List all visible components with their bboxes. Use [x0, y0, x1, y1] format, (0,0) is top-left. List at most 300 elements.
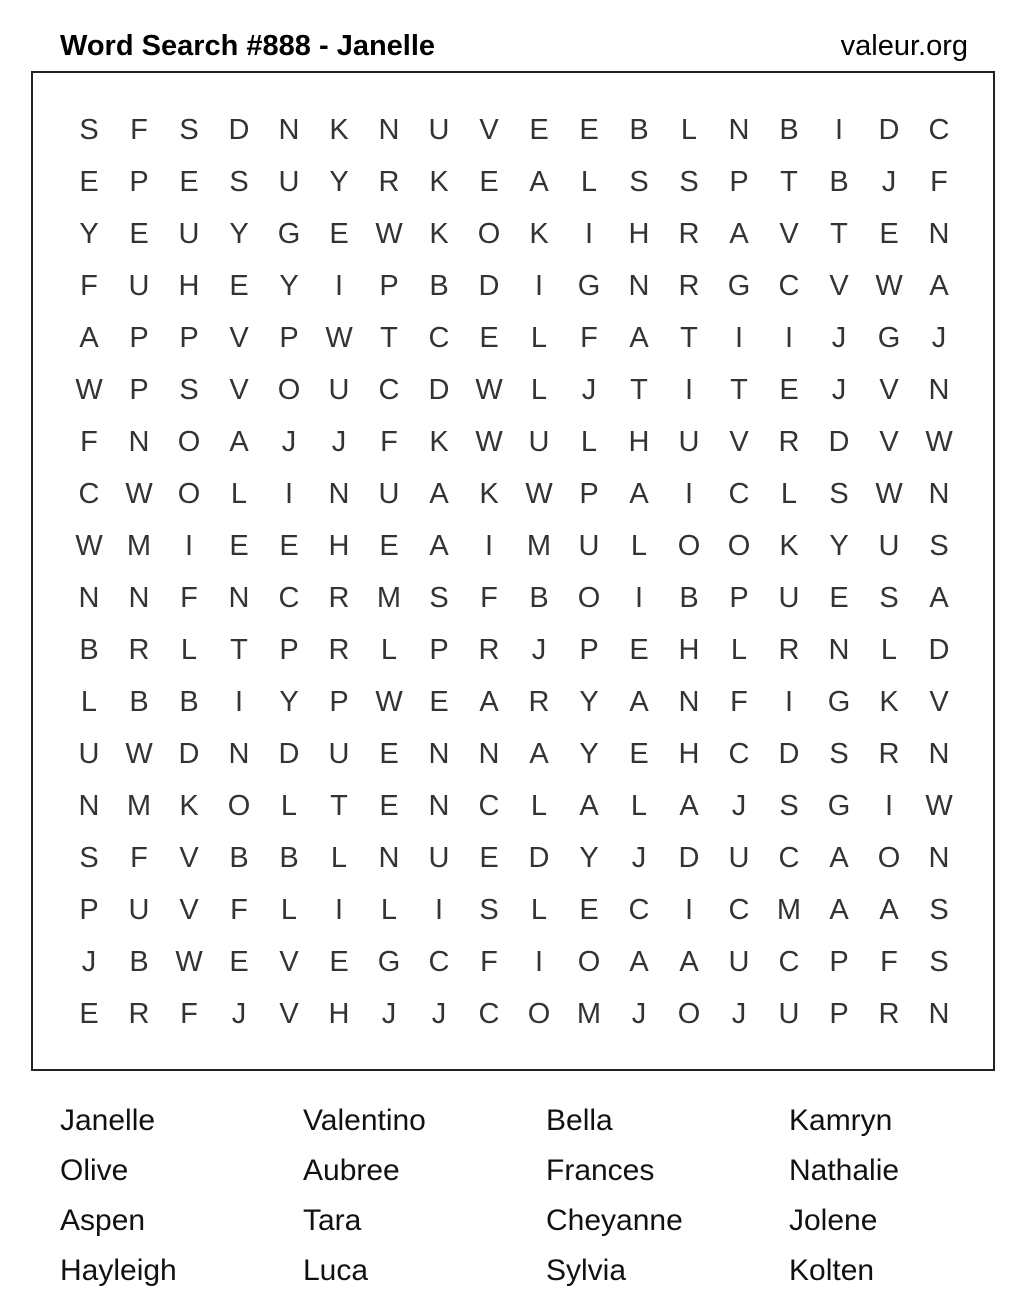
- grid-letter: A: [879, 893, 899, 926]
- grid-letter: J: [231, 997, 247, 1030]
- grid-letter: C: [478, 789, 500, 822]
- grid-letter: N: [378, 841, 400, 874]
- grid-letter: N: [828, 633, 850, 666]
- page-header: [60, 26, 968, 66]
- grid-letter: J: [831, 373, 847, 406]
- grid-letter: I: [334, 269, 344, 302]
- grid-letter: B: [429, 269, 449, 302]
- grid-letter: W: [175, 945, 203, 978]
- grid-letter: U: [328, 373, 350, 406]
- grid-letter: N: [78, 581, 100, 614]
- grid-letter: E: [579, 893, 599, 926]
- grid-letter: J: [381, 997, 397, 1030]
- grid-letter: J: [431, 997, 447, 1030]
- grid-letter: V: [879, 373, 899, 406]
- grid-letter: N: [928, 477, 950, 510]
- grid-letter: A: [829, 893, 849, 926]
- grid-letter: O: [677, 529, 701, 562]
- grid-letter: E: [79, 997, 99, 1030]
- grid-letter: V: [879, 425, 899, 458]
- grid-letter: E: [629, 633, 649, 666]
- grid-letter: R: [678, 217, 700, 250]
- grid-letter: I: [484, 529, 494, 562]
- grid-letter: E: [579, 113, 599, 146]
- grid-letter: O: [877, 841, 901, 874]
- grid-letter: S: [829, 477, 849, 510]
- grid-letter: B: [79, 633, 99, 666]
- grid-letter: N: [128, 425, 150, 458]
- grid-letter: I: [784, 321, 794, 354]
- grid-letter: F: [180, 581, 198, 614]
- grid-letter: D: [778, 737, 800, 770]
- grid-letter: U: [128, 893, 150, 926]
- grid-letter: F: [730, 685, 748, 718]
- word-list-item: Kolten: [789, 1254, 875, 1287]
- grid-letter: E: [429, 685, 449, 718]
- grid-letter: U: [678, 425, 700, 458]
- grid-letter: L: [580, 165, 598, 198]
- grid-letter: S: [179, 373, 199, 406]
- grid-letter: J: [931, 321, 947, 354]
- grid-letter: U: [128, 269, 150, 302]
- grid-letter: G: [277, 217, 301, 250]
- grid-letter: S: [779, 789, 799, 822]
- grid-letter: S: [229, 165, 249, 198]
- grid-letter: G: [827, 789, 851, 822]
- grid-letter: U: [778, 581, 800, 614]
- grid-letter: N: [78, 789, 100, 822]
- grid-letter: H: [178, 269, 200, 302]
- grid-letter: N: [428, 737, 450, 770]
- grid-letter: A: [729, 217, 749, 250]
- grid-letter: L: [580, 425, 598, 458]
- grid-letter: L: [530, 893, 548, 926]
- grid-letter: I: [884, 789, 894, 822]
- grid-letter: S: [179, 113, 199, 146]
- grid-letter: K: [429, 217, 449, 250]
- grid-letter: C: [278, 581, 300, 614]
- grid-letter: J: [331, 425, 347, 458]
- grid-letter: D: [478, 269, 500, 302]
- grid-letter: B: [829, 165, 849, 198]
- grid-letter: I: [534, 269, 544, 302]
- grid-letter: K: [529, 217, 549, 250]
- grid-letter: D: [828, 425, 850, 458]
- grid-letter: M: [126, 789, 152, 822]
- grid-letter: S: [929, 529, 949, 562]
- grid-letter: Y: [579, 737, 599, 770]
- grid-letter: U: [728, 945, 750, 978]
- grid-letter: V: [229, 373, 249, 406]
- letter-grid: [64, 104, 964, 1040]
- grid-letter: L: [380, 893, 398, 926]
- grid-letter: Y: [229, 217, 249, 250]
- grid-letter: F: [230, 893, 248, 926]
- grid-letter: A: [429, 529, 449, 562]
- grid-letter: N: [928, 737, 950, 770]
- grid-letter: N: [728, 113, 750, 146]
- grid-letter: E: [79, 165, 99, 198]
- grid-letter: R: [678, 269, 700, 302]
- grid-letter: D: [228, 113, 250, 146]
- grid-letter: K: [479, 477, 499, 510]
- grid-letter: C: [778, 841, 800, 874]
- grid-letter: V: [229, 321, 249, 354]
- word-list-item: Nathalie: [789, 1154, 900, 1187]
- grid-letter: S: [629, 165, 649, 198]
- grid-letter: V: [179, 841, 199, 874]
- grid-letter: D: [428, 373, 450, 406]
- grid-letter: F: [180, 997, 198, 1030]
- grid-letter: V: [779, 217, 799, 250]
- grid-letter: I: [234, 685, 244, 718]
- grid-letter: G: [727, 269, 751, 302]
- grid-letter: S: [929, 893, 949, 926]
- grid-letter: A: [629, 685, 649, 718]
- grid-letter: L: [780, 477, 798, 510]
- grid-letter: S: [829, 737, 849, 770]
- grid-letter: O: [277, 373, 301, 406]
- grid-letter: L: [280, 789, 298, 822]
- grid-letter: H: [328, 529, 350, 562]
- grid-letter: F: [480, 945, 498, 978]
- grid-letter: S: [79, 841, 99, 874]
- grid-letter: P: [79, 893, 99, 926]
- grid-letter: W: [925, 789, 953, 822]
- word-list: [60, 1096, 1000, 1296]
- word-list-item: Cheyanne: [546, 1204, 683, 1237]
- grid-letter: A: [529, 737, 549, 770]
- grid-letter: L: [630, 789, 648, 822]
- grid-letter: W: [75, 529, 103, 562]
- grid-letter: B: [179, 685, 199, 718]
- grid-letter: B: [229, 841, 249, 874]
- grid-letter: R: [328, 581, 350, 614]
- grid-letter: T: [780, 165, 798, 198]
- grid-letter: N: [928, 373, 950, 406]
- grid-letter: L: [380, 633, 398, 666]
- grid-letter: E: [479, 321, 499, 354]
- grid-letter: O: [227, 789, 251, 822]
- grid-letter: L: [530, 373, 548, 406]
- grid-letter: L: [330, 841, 348, 874]
- grid-letter: F: [880, 945, 898, 978]
- grid-letter: C: [428, 321, 450, 354]
- grid-letter: P: [329, 685, 349, 718]
- grid-letter: P: [829, 997, 849, 1030]
- grid-letter: E: [129, 217, 149, 250]
- grid-letter: A: [229, 425, 249, 458]
- grid-letter: P: [129, 321, 149, 354]
- grid-letter: S: [879, 581, 899, 614]
- grid-letter: M: [126, 529, 152, 562]
- grid-letter: H: [628, 217, 650, 250]
- grid-letter: D: [528, 841, 550, 874]
- grid-letter: I: [684, 373, 694, 406]
- grid-letter: Y: [329, 165, 349, 198]
- grid-letter: Y: [79, 217, 99, 250]
- grid-letter: L: [530, 321, 548, 354]
- grid-letter: R: [878, 737, 900, 770]
- grid-letter: Y: [579, 685, 599, 718]
- grid-letter: J: [81, 945, 97, 978]
- grid-letter: E: [279, 529, 299, 562]
- grid-letter: M: [576, 997, 602, 1030]
- grid-letter: I: [634, 581, 644, 614]
- grid-letter: A: [629, 945, 649, 978]
- grid-letter: C: [478, 997, 500, 1030]
- grid-letter: O: [177, 477, 201, 510]
- grid-letter: H: [628, 425, 650, 458]
- word-list-item: Hayleigh: [60, 1254, 177, 1287]
- grid-letter: J: [831, 321, 847, 354]
- grid-letter: O: [577, 945, 601, 978]
- grid-letter: I: [734, 321, 744, 354]
- grid-letter: C: [728, 477, 750, 510]
- grid-letter: E: [829, 581, 849, 614]
- grid-letter: U: [78, 737, 100, 770]
- grid-letter: R: [378, 165, 400, 198]
- grid-letter: W: [875, 477, 903, 510]
- grid-letter: L: [530, 789, 548, 822]
- grid-letter: N: [328, 477, 350, 510]
- grid-letter: N: [928, 217, 950, 250]
- grid-letter: H: [678, 737, 700, 770]
- grid-letter: K: [179, 789, 199, 822]
- grid-letter: T: [230, 633, 248, 666]
- grid-letter: J: [281, 425, 297, 458]
- grid-letter: E: [379, 529, 399, 562]
- grid-letter: L: [80, 685, 98, 718]
- grid-letter: J: [881, 165, 897, 198]
- grid-letter: U: [178, 217, 200, 250]
- grid-letter: L: [680, 113, 698, 146]
- grid-letter: C: [728, 893, 750, 926]
- grid-letter: N: [628, 269, 650, 302]
- grid-letter: T: [830, 217, 848, 250]
- grid-letter: J: [531, 633, 547, 666]
- grid-letter: R: [328, 633, 350, 666]
- grid-letter: E: [329, 945, 349, 978]
- grid-letter: F: [480, 581, 498, 614]
- grid-letter: Y: [579, 841, 599, 874]
- grid-letter: I: [834, 113, 844, 146]
- grid-letter: W: [325, 321, 353, 354]
- grid-letter: N: [678, 685, 700, 718]
- grid-letter: A: [579, 789, 599, 822]
- grid-letter: P: [129, 165, 149, 198]
- grid-letter: V: [279, 945, 299, 978]
- grid-letter: E: [879, 217, 899, 250]
- grid-letter: R: [528, 685, 550, 718]
- grid-letter: Y: [279, 269, 299, 302]
- grid-letter: E: [479, 165, 499, 198]
- grid-letter: V: [929, 685, 949, 718]
- grid-letter: P: [729, 581, 749, 614]
- grid-letter: F: [580, 321, 598, 354]
- grid-letter: U: [428, 841, 450, 874]
- grid-letter: U: [278, 165, 300, 198]
- grid-letter: V: [179, 893, 199, 926]
- grid-letter: V: [829, 269, 849, 302]
- grid-letter: W: [475, 373, 503, 406]
- grid-letter: O: [727, 529, 751, 562]
- grid-letter: K: [879, 685, 899, 718]
- grid-letter: A: [929, 581, 949, 614]
- grid-letter: E: [379, 789, 399, 822]
- grid-letter: A: [829, 841, 849, 874]
- grid-letter: N: [378, 113, 400, 146]
- grid-letter: K: [429, 165, 449, 198]
- grid-letter: O: [477, 217, 501, 250]
- grid-letter: A: [529, 165, 549, 198]
- grid-letter: I: [784, 685, 794, 718]
- grid-letter: U: [878, 529, 900, 562]
- grid-letter: O: [677, 997, 701, 1030]
- grid-letter: D: [678, 841, 700, 874]
- grid-letter: F: [80, 425, 98, 458]
- grid-letter: T: [380, 321, 398, 354]
- grid-letter: L: [230, 477, 248, 510]
- grid-letter: O: [577, 581, 601, 614]
- grid-letter: U: [528, 425, 550, 458]
- grid-letter: C: [728, 737, 750, 770]
- grid-letter: I: [334, 893, 344, 926]
- grid-letter: I: [534, 945, 544, 978]
- grid-letter: R: [478, 633, 500, 666]
- grid-letter: A: [479, 685, 499, 718]
- grid-letter: P: [579, 633, 599, 666]
- grid-letter: F: [130, 841, 148, 874]
- grid-letter: F: [930, 165, 948, 198]
- grid-letter: N: [428, 789, 450, 822]
- grid-letter: W: [475, 425, 503, 458]
- grid-letter: W: [375, 217, 403, 250]
- grid-letter: I: [434, 893, 444, 926]
- grid-letter: E: [229, 269, 249, 302]
- grid-letter: B: [129, 685, 149, 718]
- grid-letter: S: [929, 945, 949, 978]
- grid-letter: C: [778, 269, 800, 302]
- word-list-item: Janelle: [60, 1104, 156, 1137]
- grid-letter: W: [125, 737, 153, 770]
- grid-letter: D: [928, 633, 950, 666]
- grid-letter: E: [179, 165, 199, 198]
- grid-letter: N: [928, 841, 950, 874]
- grid-letter: U: [578, 529, 600, 562]
- grid-letter: W: [525, 477, 553, 510]
- site-name: valeur.org: [840, 29, 968, 62]
- grid-letter: E: [229, 945, 249, 978]
- grid-letter: B: [129, 945, 149, 978]
- grid-letter: P: [829, 945, 849, 978]
- word-list-item: Aubree: [303, 1154, 400, 1187]
- grid-letter: U: [428, 113, 450, 146]
- grid-letter: R: [128, 997, 150, 1030]
- grid-letter: S: [479, 893, 499, 926]
- grid-letter: B: [679, 581, 699, 614]
- grid-letter: P: [279, 321, 299, 354]
- grid-letter: C: [778, 945, 800, 978]
- grid-letter: N: [228, 737, 250, 770]
- grid-letter: H: [678, 633, 700, 666]
- grid-letter: D: [278, 737, 300, 770]
- grid-letter: V: [279, 997, 299, 1030]
- grid-letter: N: [128, 581, 150, 614]
- word-list-item: Jolene: [789, 1204, 878, 1237]
- word-list-item: Sylvia: [546, 1254, 627, 1287]
- grid-letter: V: [479, 113, 499, 146]
- grid-letter: B: [629, 113, 649, 146]
- grid-letter: P: [179, 321, 199, 354]
- grid-letter: W: [125, 477, 153, 510]
- grid-letter: C: [378, 373, 400, 406]
- word-list-item: Tara: [303, 1204, 362, 1237]
- grid-letter: J: [731, 997, 747, 1030]
- grid-letter: J: [631, 841, 647, 874]
- grid-letter: U: [328, 737, 350, 770]
- grid-letter: A: [629, 321, 649, 354]
- grid-letter: D: [178, 737, 200, 770]
- grid-letter: N: [278, 113, 300, 146]
- word-list-item: Olive: [60, 1154, 129, 1187]
- grid-letter: I: [184, 529, 194, 562]
- grid-letter: H: [328, 997, 350, 1030]
- grid-letter: E: [629, 737, 649, 770]
- grid-letter: M: [776, 893, 802, 926]
- grid-letter: R: [778, 633, 800, 666]
- grid-letter: B: [529, 581, 549, 614]
- grid-letter: G: [827, 685, 851, 718]
- grid-letter: L: [730, 633, 748, 666]
- grid-letter: T: [680, 321, 698, 354]
- grid-letter: K: [429, 425, 449, 458]
- grid-letter: R: [128, 633, 150, 666]
- grid-letter: J: [631, 997, 647, 1030]
- grid-letter: W: [875, 269, 903, 302]
- word-list-item: Bella: [546, 1104, 613, 1137]
- grid-letter: D: [878, 113, 900, 146]
- grid-letter: Y: [279, 685, 299, 718]
- grid-letter: T: [630, 373, 648, 406]
- grid-letter: K: [779, 529, 799, 562]
- grid-letter: G: [377, 945, 401, 978]
- word-list-item: Frances: [546, 1154, 655, 1187]
- grid-letter: W: [75, 373, 103, 406]
- grid-letter: W: [375, 685, 403, 718]
- grid-letter: V: [729, 425, 749, 458]
- grid-letter: M: [526, 529, 552, 562]
- word-list-item: Valentino: [303, 1104, 426, 1137]
- grid-letter: G: [877, 321, 901, 354]
- grid-letter: W: [925, 425, 953, 458]
- grid-letter: J: [581, 373, 597, 406]
- grid-letter: I: [684, 893, 694, 926]
- grid-letter: K: [329, 113, 349, 146]
- grid-letter: A: [679, 945, 699, 978]
- grid-letter: A: [679, 789, 699, 822]
- grid-letter: B: [279, 841, 299, 874]
- grid-letter: F: [80, 269, 98, 302]
- grid-letter: C: [928, 113, 950, 146]
- grid-letter: Y: [829, 529, 849, 562]
- grid-letter: L: [280, 893, 298, 926]
- grid-letter: S: [79, 113, 99, 146]
- grid-letter: O: [527, 997, 551, 1030]
- grid-letter: P: [129, 373, 149, 406]
- grid-letter: T: [330, 789, 348, 822]
- grid-letter: N: [228, 581, 250, 614]
